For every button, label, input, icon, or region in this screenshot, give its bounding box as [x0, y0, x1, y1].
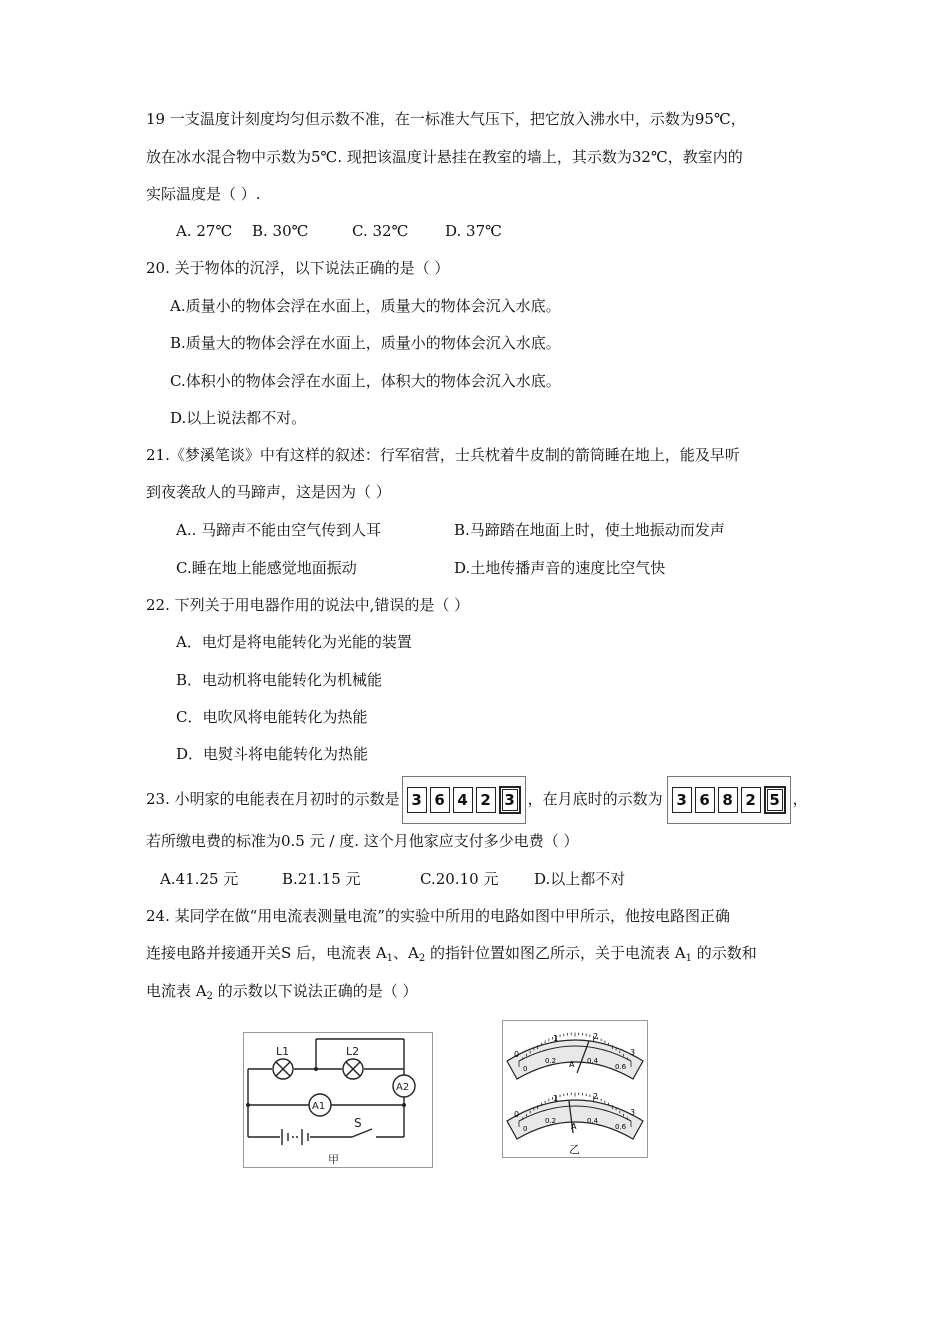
q22-option-d: D．电熨斗将电能转化为热能 — [176, 745, 369, 763]
meter2-digit-1: 3 — [672, 787, 692, 813]
q19-option-d: D. 37℃ — [445, 222, 502, 240]
dial-top-label: A — [569, 1060, 575, 1069]
subscript-2: 2 — [418, 953, 426, 964]
dial-top-lower-3: 0.6 — [615, 1063, 627, 1071]
q19-line2: 放在冰水混合物中示数为5℃. 现把该温度计悬挂在教室的墙上，其示数为32℃，教室内的 — [146, 148, 743, 166]
q23-part3: ， — [792, 790, 808, 808]
q23-part1: 23. 小明家的电能表在月初时的示数是 — [146, 790, 400, 808]
label-l2: L2 — [346, 1045, 360, 1058]
dial-bottom-lower-1: 0.2 — [545, 1117, 557, 1125]
meter2-digit-2: 6 — [695, 787, 715, 813]
dial-bottom-scale-3: 3 — [630, 1108, 636, 1117]
meter-end-reading — [667, 776, 791, 824]
q23-option-b: B.21.15 元 — [282, 870, 361, 888]
q21-option-b: B.马蹄踏在地面上时，使土地振动而发声 — [454, 521, 725, 539]
q24-line2-c: 的指针位置如图乙所示，关于电流表 A — [425, 944, 686, 962]
subscript-2b: 2 — [206, 991, 213, 1002]
q22-option-a: A．电灯是将电能转化为光能的装置 — [176, 633, 412, 651]
q24-line3 — [146, 980, 418, 1008]
caption-jia: 甲 — [328, 1153, 339, 1166]
dial-top-lower-1: 0.2 — [545, 1057, 557, 1065]
dial-top-scale-2: 2 — [593, 1032, 599, 1041]
meter1-digit-4: 2 — [476, 787, 496, 813]
label-a2: A2 — [396, 1082, 410, 1093]
q21-option-c: C.睡在地上能感觉地面振动 — [176, 559, 357, 577]
q24-line2-a: 连接电路并接通开关S 后，电流表 A — [146, 944, 387, 962]
label-l1: L1 — [276, 1045, 290, 1058]
q24-line3-b: 的示数以下说法正确的是（ ） — [212, 982, 418, 1000]
dial-top-scale-1: 1 — [553, 1034, 559, 1043]
q23-option-a: A.41.25 元 — [160, 870, 239, 888]
q23-option-c: C.20.10 元 — [420, 870, 499, 888]
meter2-digit-5: 5 — [764, 786, 786, 814]
meter1-digit-5: 3 — [499, 786, 521, 814]
q19-line3: 实际温度是（ ）. — [146, 185, 261, 203]
dial-top — [507, 1032, 643, 1079]
subscript-1: 1 — [386, 953, 394, 964]
dial-bottom-label: A — [571, 1122, 577, 1131]
dial-top-lower-2: 0.4 — [587, 1057, 599, 1065]
dial-bottom-lower-2: 0.4 — [587, 1117, 599, 1125]
q21-option-a: A.. 马蹄声不能由空气传到人耳 — [176, 521, 382, 539]
circuit-diagram-jia — [243, 1032, 433, 1168]
dial-bottom-lower-3: 0.6 — [615, 1123, 627, 1131]
ammeter-dials-yi — [502, 1020, 648, 1158]
dial-bottom — [507, 1092, 643, 1139]
dials-svg — [503, 1021, 647, 1157]
meter2-digit-4: 2 — [741, 787, 761, 813]
meter-start-reading — [402, 776, 526, 824]
dial-bottom-lower-0: 0 — [523, 1125, 528, 1133]
q20-option-d: D.以上说法都不对。 — [170, 409, 307, 427]
dial-top-lower-0: 0 — [523, 1065, 528, 1073]
q23-line2: 若所缴电费的标准为0.5 元 / 度. 这个月他家应支付多少电费（ ） — [146, 832, 579, 850]
q19-line1: 19 一支温度计刻度均匀但示数不准，在一标准大气压下，把它放入沸水中，示数为95℃， — [146, 110, 746, 128]
dial-top-scale-0: 0 — [514, 1050, 520, 1059]
dial-bottom-scale-1: 1 — [553, 1094, 559, 1103]
q20-option-c: C.体积小的物体会浮在水面上，体积大的物体会沉入水底。 — [170, 372, 561, 390]
q24-line1: 24. 某同学在做“用电流表测量电流”的实验中所用的电路如图中甲所示，他按电路图正确 — [146, 907, 730, 925]
label-switch: S — [354, 1116, 362, 1130]
label-a1: A1 — [312, 1101, 326, 1112]
q21-line1: 21.《梦溪笔谈》中有这样的叙述：行军宿营，士兵枕着牛皮制的箭筒睡在地上，能及早听 — [146, 446, 740, 464]
q22-stem: 22. 下列关于用电器作用的说法中,错误的是（ ） — [146, 596, 470, 614]
meter2-digit-3: 8 — [718, 787, 738, 813]
circuit-svg — [244, 1033, 432, 1167]
q20-option-a: A.质量小的物体会浮在水面上，质量大的物体会沉入水底。 — [170, 297, 561, 315]
q23-line1 — [146, 776, 808, 824]
caption-yi: 乙 — [569, 1143, 580, 1156]
dial-bottom-scale-2: 2 — [593, 1092, 599, 1101]
subscript-1b: 1 — [685, 953, 692, 964]
dial-top-scale-3: 3 — [630, 1048, 636, 1057]
q24-line2-d: 的示数和 — [692, 944, 757, 962]
q24-line3-a: 电流表 A — [146, 982, 207, 1000]
q19-option-b: B. 30℃ — [252, 222, 309, 240]
q19-option-a: A. 27℃ — [176, 222, 233, 240]
meter1-digit-1: 3 — [407, 787, 427, 813]
q22-option-b: B．电动机将电能转化为机械能 — [176, 671, 383, 689]
q24-line2-b: 、A — [393, 944, 419, 962]
q20-option-b: B.质量大的物体会浮在水面上，质量小的物体会沉入水底。 — [170, 334, 561, 352]
q19-option-c: C. 32℃ — [352, 222, 409, 240]
meter1-digit-3: 4 — [453, 787, 473, 813]
q22-option-c: C．电吹风将电能转化为热能 — [176, 708, 368, 726]
q21-line2: 到夜袭敌人的马蹄声，这是因为（ ） — [146, 483, 391, 501]
q24-line2 — [146, 942, 757, 970]
q20-stem: 20. 关于物体的沉浮，以下说法正确的是（ ） — [146, 259, 450, 277]
q23-part2: ，在月底时的示数为 — [527, 790, 663, 808]
meter1-digit-2: 6 — [430, 787, 450, 813]
q21-option-d: D.土地传播声音的速度比空气快 — [454, 559, 666, 577]
q23-option-d: D.以上都不对 — [534, 870, 626, 888]
dial-bottom-scale-0: 0 — [514, 1110, 520, 1119]
